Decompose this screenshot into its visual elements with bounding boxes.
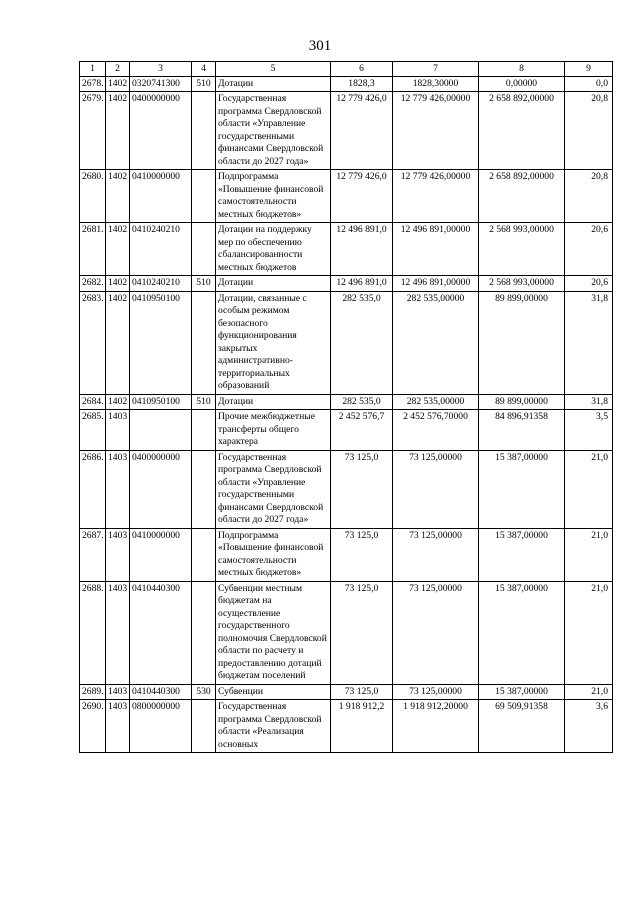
expense-type-cell [192,92,216,170]
plan-amount-cell: 1 918 912,2 [331,700,393,753]
table-row [80,684,613,700]
section-code-cell: 1402 [106,291,130,394]
item-name-cell: Дотации на поддержку мер по обеспечению сбалансированности местных бюджетов [216,223,331,276]
row-number-cell: 2689. [80,684,106,700]
execution-percent-cell: 31,8 [565,291,613,394]
approved-amount-cell: 282 535,00000 [393,291,479,394]
section-code-cell: 1403 [106,684,130,700]
table-row [80,276,613,292]
execution-percent-cell: 20,8 [565,92,613,170]
approved-amount-cell: 73 125,00000 [393,581,479,684]
column-header: 5 [216,62,331,77]
executed-amount-cell: 15 387,00000 [479,450,565,528]
section-code-cell: 1403 [106,528,130,581]
target-article-cell: 0410440300 [130,581,192,684]
plan-amount-cell: 12 779 426,0 [331,170,393,223]
table-row [80,528,613,581]
executed-amount-cell: 15 387,00000 [479,528,565,581]
item-name-cell: Подпрограмма «Повышение финансовой самостоятельности местных бюджетов» [216,528,331,581]
expense-type-cell [192,170,216,223]
execution-percent-cell: 20,8 [565,170,613,223]
plan-amount-cell: 1828,3 [331,76,393,92]
table-body [80,62,613,753]
column-header: 4 [192,62,216,77]
table-row [80,450,613,528]
column-header: 8 [479,62,565,77]
expense-type-cell [192,410,216,451]
target-article-cell: 0320741300 [130,76,192,92]
target-article-cell: 0410440300 [130,684,192,700]
item-name-cell: Дотации, связанные с особым режимом безопасного функционирования закрытых административно-территориальных образований [216,291,331,394]
target-article-cell: 0400000000 [130,92,192,170]
target-article-cell: 0410240210 [130,276,192,292]
expense-type-cell [192,700,216,753]
row-number-cell: 2690. [80,700,106,753]
table-row [80,170,613,223]
plan-amount-cell: 73 125,0 [331,581,393,684]
execution-percent-cell: 21,0 [565,528,613,581]
row-number-cell: 2679. [80,92,106,170]
plan-amount-cell: 12 779 426,0 [331,92,393,170]
execution-percent-cell: 0,0 [565,76,613,92]
row-number-cell: 2686. [80,450,106,528]
execution-percent-cell: 21,0 [565,684,613,700]
target-article-cell: 0400000000 [130,450,192,528]
section-code-cell: 1403 [106,700,130,753]
expense-type-cell: 530 [192,684,216,700]
expense-type-cell [192,291,216,394]
plan-amount-cell: 12 496 891,0 [331,276,393,292]
plan-amount-cell: 73 125,0 [331,684,393,700]
budget-table [79,61,613,753]
table-row [80,581,613,684]
table-row [80,291,613,394]
approved-amount-cell: 2 452 576,70000 [393,410,479,451]
column-header: 2 [106,62,130,77]
section-code-cell: 1402 [106,76,130,92]
approved-amount-cell: 73 125,00000 [393,684,479,700]
executed-amount-cell: 69 509,91358 [479,700,565,753]
approved-amount-cell: 1828,30000 [393,76,479,92]
section-code-cell: 1402 [106,223,130,276]
section-code-cell: 1403 [106,410,130,451]
column-number-header-row [80,62,613,77]
row-number-cell: 2680. [80,170,106,223]
approved-amount-cell: 12 779 426,00000 [393,170,479,223]
expense-type-cell: 510 [192,394,216,410]
executed-amount-cell: 15 387,00000 [479,684,565,700]
execution-percent-cell: 31,8 [565,394,613,410]
approved-amount-cell: 12 496 891,00000 [393,276,479,292]
target-article-cell: 0410240210 [130,223,192,276]
section-code-cell: 1403 [106,450,130,528]
table-row [80,92,613,170]
execution-percent-cell: 20,6 [565,276,613,292]
expense-type-cell [192,581,216,684]
executed-amount-cell: 2 568 993,00000 [479,223,565,276]
item-name-cell: Государственная программа Свердловской области «Управление государственными финансами Свердловской области до 2027 года» [216,92,331,170]
execution-percent-cell: 21,0 [565,450,613,528]
item-name-cell: Дотации [216,394,331,410]
expense-type-cell: 510 [192,276,216,292]
table-row [80,700,613,753]
target-article-cell [130,410,192,451]
executed-amount-cell: 2 568 993,00000 [479,276,565,292]
row-number-cell: 2682. [80,276,106,292]
plan-amount-cell: 73 125,0 [331,450,393,528]
executed-amount-cell: 0,00000 [479,76,565,92]
executed-amount-cell: 84 896,91358 [479,410,565,451]
row-number-cell: 2688. [80,581,106,684]
execution-percent-cell: 20,6 [565,223,613,276]
executed-amount-cell: 15 387,00000 [479,581,565,684]
target-article-cell: 0410950100 [130,291,192,394]
plan-amount-cell: 282 535,0 [331,291,393,394]
item-name-cell: Государственная программа Свердловской области «Реализация основных [216,700,331,753]
expense-type-cell: 510 [192,76,216,92]
table-row [80,76,613,92]
plan-amount-cell: 12 496 891,0 [331,223,393,276]
plan-amount-cell: 282 535,0 [331,394,393,410]
column-header: 9 [565,62,613,77]
item-name-cell: Субвенции [216,684,331,700]
executed-amount-cell: 2 658 892,00000 [479,170,565,223]
row-number-cell: 2687. [80,528,106,581]
column-header: 6 [331,62,393,77]
target-article-cell: 0800000000 [130,700,192,753]
row-number-cell: 2684. [80,394,106,410]
item-name-cell: Дотации [216,76,331,92]
column-header: 7 [393,62,479,77]
section-code-cell: 1403 [106,581,130,684]
executed-amount-cell: 89 899,00000 [479,291,565,394]
row-number-cell: 2678. [80,76,106,92]
column-header: 3 [130,62,192,77]
target-article-cell: 0410000000 [130,528,192,581]
plan-amount-cell: 2 452 576,7 [331,410,393,451]
approved-amount-cell: 12 496 891,00000 [393,223,479,276]
section-code-cell: 1402 [106,92,130,170]
page-number: 301 [308,38,332,54]
execution-percent-cell: 21,0 [565,581,613,684]
target-article-cell: 0410000000 [130,170,192,223]
execution-percent-cell: 3,5 [565,410,613,451]
item-name-cell: Государственная программа Свердловской области «Управление государственными финансами Свердловской области до 2027 года» [216,450,331,528]
approved-amount-cell: 73 125,00000 [393,450,479,528]
expense-type-cell [192,528,216,581]
approved-amount-cell: 282 535,00000 [393,394,479,410]
expense-type-cell [192,450,216,528]
section-code-cell: 1402 [106,170,130,223]
section-code-cell: 1402 [106,276,130,292]
row-number-cell: 2683. [80,291,106,394]
approved-amount-cell: 12 779 426,00000 [393,92,479,170]
approved-amount-cell: 73 125,00000 [393,528,479,581]
approved-amount-cell: 1 918 912,20000 [393,700,479,753]
item-name-cell: Субвенции местным бюджетам на осуществление государственного полномочия Свердловской области по расчету и предоставлению дотаций бюджетам поселений [216,581,331,684]
section-code-cell: 1402 [106,394,130,410]
executed-amount-cell: 89 899,00000 [479,394,565,410]
target-article-cell: 0410950100 [130,394,192,410]
item-name-cell: Дотации [216,276,331,292]
item-name-cell: Подпрограмма «Повышение финансовой самостоятельности местных бюджетов» [216,170,331,223]
table-row [80,410,613,451]
row-number-cell: 2685. [80,410,106,451]
column-header: 1 [80,62,106,77]
plan-amount-cell: 73 125,0 [331,528,393,581]
execution-percent-cell: 3,6 [565,700,613,753]
table-row [80,394,613,410]
row-number-cell: 2681. [80,223,106,276]
expense-type-cell [192,223,216,276]
table-row [80,223,613,276]
executed-amount-cell: 2 658 892,00000 [479,92,565,170]
item-name-cell: Прочие межбюджетные трансферты общего характера [216,410,331,451]
